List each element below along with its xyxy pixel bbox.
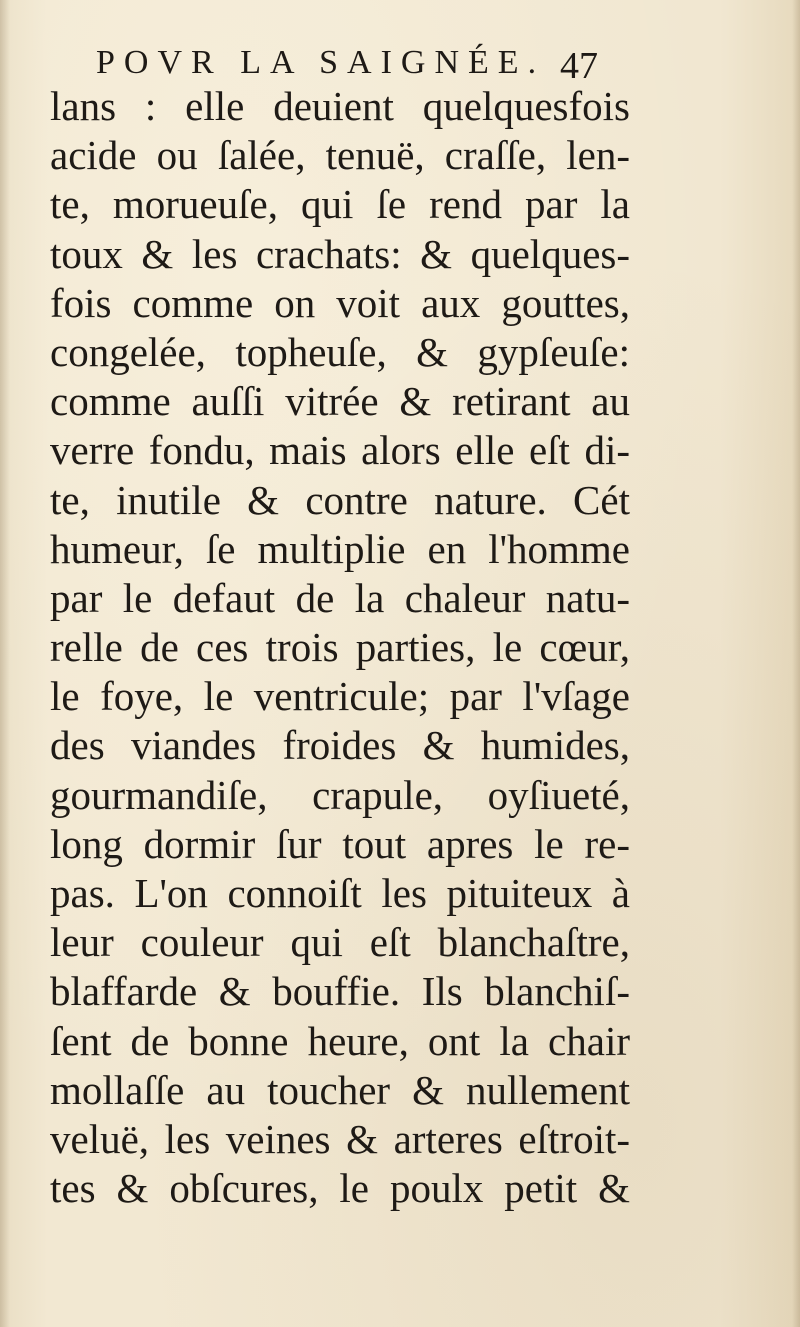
text-line: toux & les crachats: & quelques- (50, 230, 630, 277)
text-line: long dormir ſur tout apres le re- (50, 820, 630, 867)
body-text (50, 82, 630, 1213)
text-line: pas. L'on connoiſt les pituiteux à (50, 870, 630, 916)
text-line: des viandes froides & humides, (50, 722, 630, 769)
text-line: tes & obſcures, le poulx petit & (50, 1165, 630, 1212)
text-line: fois comme on voit aux gouttes, (50, 279, 630, 326)
text-line: le foye, le ventricule; par l'vſage (50, 673, 630, 720)
text-line: comme auſſi vitrée & retirant au (50, 378, 630, 425)
text-line: veluë, les veines & arteres eſtroit- (50, 1115, 630, 1162)
text-line: blaffarde & bouffie. Ils blanchiſ- (50, 968, 630, 1015)
text-line: te, inutile & contre nature. Cét (50, 476, 630, 523)
text-line: te, morueuſe, qui ſe rend par la (50, 181, 630, 228)
text-line: lans : elle deuient quelquesfois (50, 83, 630, 129)
page-edge-shadow-right (792, 0, 800, 1327)
running-head-title: POVR LA SAIGNÉE. (96, 44, 546, 81)
text-line: gourmandiſe, crapule, oyſiueté, (50, 771, 630, 818)
page-edge-shadow-left (0, 0, 10, 1327)
text-line: congelée, topheuſe, & gypſeuſe: (50, 328, 630, 375)
text-line: mollaſſe au toucher & nullement (50, 1066, 630, 1113)
text-line: ſent de bonne heure, ont la chair (50, 1017, 630, 1064)
text-line: verre fondu, mais alors elle eſt di- (50, 427, 630, 474)
text-line: par le defaut de la chaleur natu- (50, 574, 630, 621)
text-line: acide ou ſalée, tenuë, craſſe, len- (50, 132, 630, 179)
page-number: 47 (560, 45, 598, 87)
text-line: humeur, ſe multiplie en l'homme (50, 525, 630, 572)
text-line: leur couleur qui eſt blanchaſtre, (50, 919, 630, 966)
running-head (96, 44, 616, 82)
text-line: relle de ces trois parties, le cœur, (50, 624, 630, 671)
